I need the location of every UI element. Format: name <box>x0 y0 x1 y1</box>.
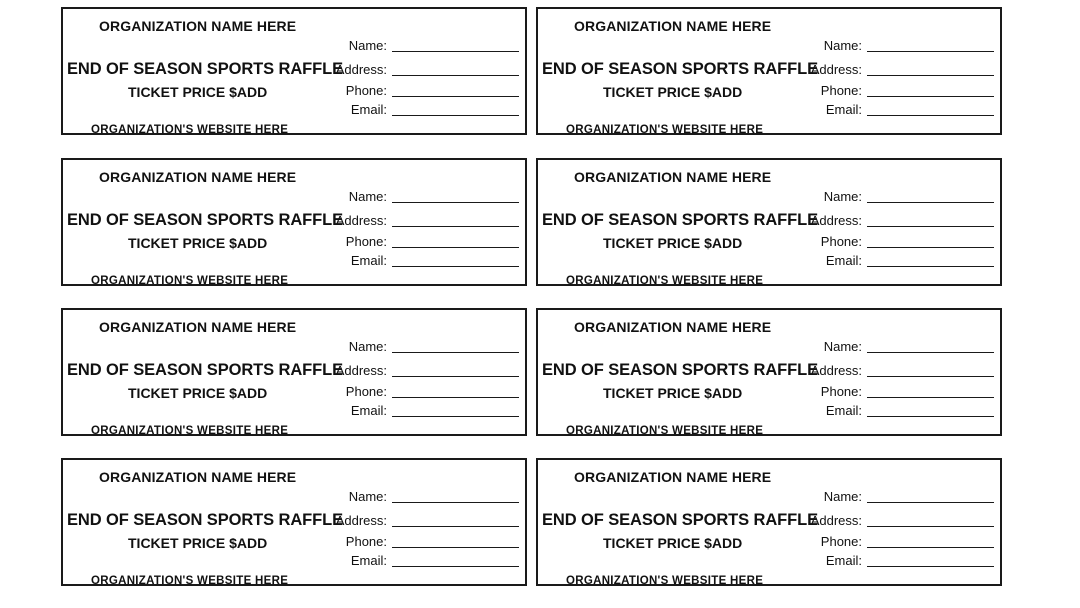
address-field[interactable] <box>798 363 998 381</box>
name-field[interactable] <box>798 38 998 56</box>
email-field-label: Email: <box>825 553 862 568</box>
email-field-line[interactable] <box>392 266 519 267</box>
ticket-price: TICKET PRICE $ADD <box>603 385 743 401</box>
raffle-ticket-r2-c2 <box>536 158 1002 286</box>
email-field-line[interactable] <box>867 566 994 567</box>
phone-field-label: Phone: <box>345 234 387 249</box>
email-field-label: Email: <box>350 403 387 418</box>
phone-field-line[interactable] <box>867 247 994 248</box>
email-field-label: Email: <box>350 553 387 568</box>
phone-field-label: Phone: <box>345 384 387 399</box>
email-field-label: Email: <box>825 403 862 418</box>
raffle-ticket-r3-c2 <box>536 308 1002 436</box>
name-field-line[interactable] <box>867 202 994 203</box>
raffle-ticket-r4-c1 <box>61 458 527 586</box>
ticket-price: TICKET PRICE $ADD <box>603 235 743 251</box>
phone-field[interactable] <box>323 384 523 402</box>
raffle-ticket-r1-c1 <box>61 7 527 135</box>
organization-name: ORGANIZATION NAME HERE <box>574 169 772 185</box>
phone-field-line[interactable] <box>392 247 519 248</box>
phone-field[interactable] <box>798 384 998 402</box>
phone-field-label: Phone: <box>820 234 862 249</box>
raffle-ticket-r4-c2 <box>536 458 1002 586</box>
organization-name: ORGANIZATION NAME HERE <box>99 319 297 335</box>
raffle-title: END OF SEASON SPORTS RAFFLE <box>67 511 343 529</box>
address-field-line[interactable] <box>392 226 519 227</box>
phone-field-label: Phone: <box>345 83 387 98</box>
address-field[interactable] <box>323 213 523 231</box>
address-field-line[interactable] <box>867 75 994 76</box>
address-field-label: Address: <box>335 62 387 77</box>
ticket-price: TICKET PRICE $ADD <box>128 535 268 551</box>
name-field-label: Name: <box>348 189 387 204</box>
phone-field-line[interactable] <box>392 96 519 97</box>
organization-website: ORGANIZATION'S WEBSITE HERE <box>91 124 289 136</box>
name-field-line[interactable] <box>867 502 994 503</box>
address-field-line[interactable] <box>392 376 519 377</box>
phone-field-line[interactable] <box>867 397 994 398</box>
organization-name: ORGANIZATION NAME HERE <box>99 169 297 185</box>
organization-website: ORGANIZATION'S WEBSITE HERE <box>91 575 289 587</box>
phone-field[interactable] <box>798 534 998 552</box>
phone-field[interactable] <box>798 83 998 101</box>
address-field-label: Address: <box>810 363 862 378</box>
ticket-price: TICKET PRICE $ADD <box>603 84 743 100</box>
phone-field-line[interactable] <box>392 547 519 548</box>
name-field[interactable] <box>798 189 998 207</box>
ticket-price: TICKET PRICE $ADD <box>128 385 268 401</box>
raffle-title: END OF SEASON SPORTS RAFFLE <box>67 60 343 78</box>
phone-field-label: Phone: <box>820 384 862 399</box>
address-field[interactable] <box>323 363 523 381</box>
address-field[interactable] <box>323 513 523 531</box>
organization-website: ORGANIZATION'S WEBSITE HERE <box>566 124 764 136</box>
phone-field-label: Phone: <box>345 534 387 549</box>
phone-field-line[interactable] <box>867 547 994 548</box>
name-field-label: Name: <box>823 489 862 504</box>
name-field[interactable] <box>798 339 998 357</box>
organization-website: ORGANIZATION'S WEBSITE HERE <box>91 275 289 287</box>
name-field-line[interactable] <box>867 51 994 52</box>
name-field[interactable] <box>323 489 523 507</box>
raffle-ticket-r3-c1 <box>61 308 527 436</box>
name-field-line[interactable] <box>392 352 519 353</box>
address-field-label: Address: <box>810 513 862 528</box>
address-field-line[interactable] <box>867 226 994 227</box>
email-field-line[interactable] <box>392 115 519 116</box>
name-field-label: Name: <box>823 189 862 204</box>
name-field-label: Name: <box>823 339 862 354</box>
email-field-line[interactable] <box>392 416 519 417</box>
raffle-title: END OF SEASON SPORTS RAFFLE <box>67 211 343 229</box>
email-field-line[interactable] <box>867 416 994 417</box>
phone-field-line[interactable] <box>867 96 994 97</box>
address-field[interactable] <box>798 62 998 80</box>
email-field[interactable] <box>798 253 998 271</box>
ticket-price: TICKET PRICE $ADD <box>603 535 743 551</box>
email-field-label: Email: <box>825 253 862 268</box>
address-field-line[interactable] <box>392 75 519 76</box>
raffle-ticket-r1-c2 <box>536 7 1002 135</box>
address-field-line[interactable] <box>867 526 994 527</box>
phone-field[interactable] <box>323 534 523 552</box>
address-field-line[interactable] <box>867 376 994 377</box>
organization-name: ORGANIZATION NAME HERE <box>574 18 772 34</box>
organization-name: ORGANIZATION NAME HERE <box>574 319 772 335</box>
email-field[interactable] <box>798 403 998 421</box>
email-field[interactable] <box>323 102 523 120</box>
organization-name: ORGANIZATION NAME HERE <box>99 18 297 34</box>
name-field-line[interactable] <box>392 502 519 503</box>
name-field-label: Name: <box>348 489 387 504</box>
name-field-line[interactable] <box>867 352 994 353</box>
ticket-price: TICKET PRICE $ADD <box>128 235 268 251</box>
address-field[interactable] <box>798 513 998 531</box>
name-field-line[interactable] <box>392 51 519 52</box>
email-field-label: Email: <box>350 253 387 268</box>
name-field-line[interactable] <box>392 202 519 203</box>
raffle-title: END OF SEASON SPORTS RAFFLE <box>542 511 818 529</box>
phone-field[interactable] <box>323 234 523 252</box>
address-field-label: Address: <box>335 513 387 528</box>
raffle-title: END OF SEASON SPORTS RAFFLE <box>67 361 343 379</box>
phone-field-line[interactable] <box>392 397 519 398</box>
email-field-line[interactable] <box>392 566 519 567</box>
name-field[interactable] <box>323 189 523 207</box>
address-field-label: Address: <box>335 213 387 228</box>
email-field[interactable] <box>323 253 523 271</box>
organization-website: ORGANIZATION'S WEBSITE HERE <box>566 575 764 587</box>
email-field-line[interactable] <box>867 115 994 116</box>
organization-name: ORGANIZATION NAME HERE <box>99 469 297 485</box>
email-field-label: Email: <box>350 102 387 117</box>
phone-field-label: Phone: <box>820 534 862 549</box>
organization-name: ORGANIZATION NAME HERE <box>574 469 772 485</box>
name-field-label: Name: <box>348 38 387 53</box>
address-field-line[interactable] <box>392 526 519 527</box>
raffle-title: END OF SEASON SPORTS RAFFLE <box>542 60 818 78</box>
phone-field[interactable] <box>323 83 523 101</box>
organization-website: ORGANIZATION'S WEBSITE HERE <box>566 275 764 287</box>
name-field[interactable] <box>798 489 998 507</box>
email-field-label: Email: <box>825 102 862 117</box>
email-field-line[interactable] <box>867 266 994 267</box>
ticket-price: TICKET PRICE $ADD <box>128 84 268 100</box>
email-field[interactable] <box>323 403 523 421</box>
email-field[interactable] <box>323 553 523 571</box>
phone-field[interactable] <box>798 234 998 252</box>
name-field-label: Name: <box>348 339 387 354</box>
organization-website: ORGANIZATION'S WEBSITE HERE <box>566 425 764 437</box>
name-field[interactable] <box>323 339 523 357</box>
address-field-label: Address: <box>335 363 387 378</box>
address-field-label: Address: <box>810 213 862 228</box>
address-field-label: Address: <box>810 62 862 77</box>
address-field[interactable] <box>323 62 523 80</box>
name-field[interactable] <box>323 38 523 56</box>
email-field[interactable] <box>798 553 998 571</box>
email-field[interactable] <box>798 102 998 120</box>
organization-website: ORGANIZATION'S WEBSITE HERE <box>91 425 289 437</box>
address-field[interactable] <box>798 213 998 231</box>
raffle-ticket-r2-c1 <box>61 158 527 286</box>
phone-field-label: Phone: <box>820 83 862 98</box>
raffle-title: END OF SEASON SPORTS RAFFLE <box>542 361 818 379</box>
raffle-title: END OF SEASON SPORTS RAFFLE <box>542 211 818 229</box>
name-field-label: Name: <box>823 38 862 53</box>
